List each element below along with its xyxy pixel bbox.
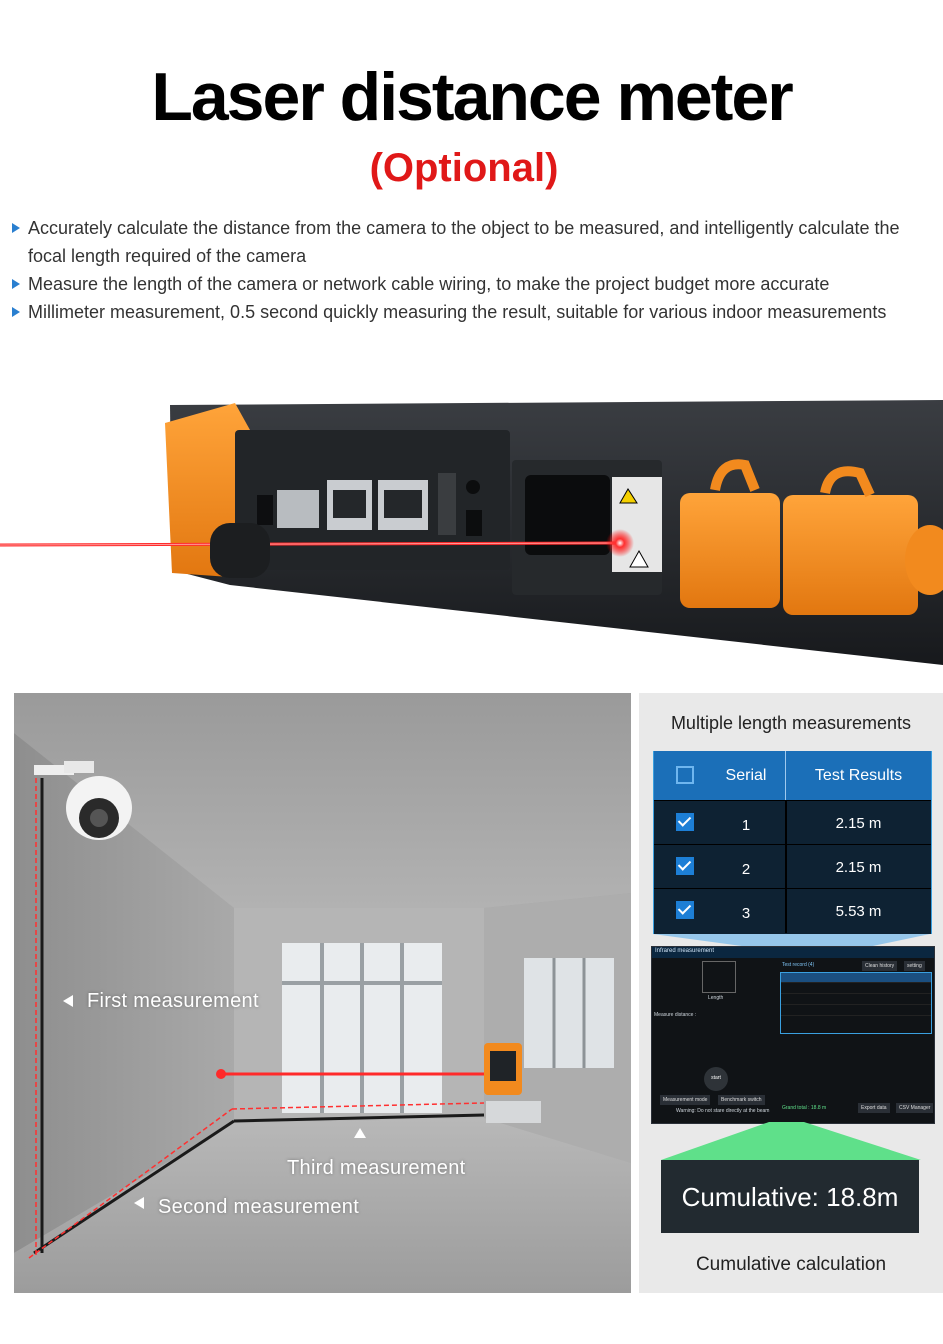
select-all-checkbox[interactable] [676, 766, 694, 784]
setting-button[interactable]: setting [904, 961, 925, 971]
length-mode-icon[interactable] [702, 961, 736, 993]
cumulative-value: Cumulative: 18.8m [681, 1182, 899, 1212]
bullet-arrow-icon [12, 223, 20, 233]
row-serial: 1 [741, 817, 751, 834]
header-serial: Serial [725, 767, 767, 784]
start-button[interactable]: start [704, 1067, 728, 1091]
measurement-mode-button[interactable]: Measurement mode [660, 1095, 710, 1105]
cumulative-caption: Cumulative calculation [695, 1254, 887, 1275]
cumulative-box [661, 1160, 919, 1233]
page-subtitle: (Optional) [369, 146, 559, 190]
third-measurement-label: Third measurement [287, 1157, 466, 1179]
second-measurement-label: Second measurement [158, 1196, 360, 1218]
row-result: 2.15 m [835, 859, 882, 876]
feature-item: Millimeter measurement, 0.5 second quickly measuring the result, suitable for various indoor measurements [10, 298, 935, 326]
row-result: 5.53 m [835, 903, 882, 920]
bullet-arrow-icon [12, 279, 20, 289]
row-checkbox[interactable] [676, 901, 694, 919]
table-row [654, 844, 931, 889]
feature-item: Accurately calculate the distance from the camera to the object to be measured, and intelligently calculate the focal length required of the camera [10, 214, 935, 270]
clean-history-button[interactable]: Clean history [862, 961, 897, 971]
measurement-panel [639, 693, 943, 1293]
results-table [653, 751, 932, 934]
mini-results-table [780, 972, 932, 1034]
feature-list [10, 214, 935, 326]
benchmark-switch-button[interactable]: Benchmark switch [718, 1095, 765, 1105]
first-measurement-label: First measurement [87, 990, 259, 1012]
table-row [654, 800, 931, 845]
row-result: 2.15 m [835, 815, 882, 832]
table-header [654, 751, 931, 800]
csv-manager-button[interactable]: CSV Manager [896, 1103, 933, 1113]
device-screen [651, 946, 935, 1124]
row-serial: 3 [741, 905, 751, 922]
feature-item: Measure the length of the camera or network cable wiring, to make the project budget more accurate [10, 270, 935, 298]
header-results: Test Results [814, 767, 903, 784]
device-photo [0, 395, 943, 670]
room-scene-image [14, 693, 631, 1293]
second-measurement-arrow-icon [134, 1197, 144, 1209]
measure-distance-label: Measure distance : [654, 1012, 697, 1018]
bullet-arrow-icon [12, 307, 20, 317]
panel-title: Multiple length measurements [670, 713, 912, 733]
third-measurement-arrow-icon [354, 1128, 366, 1138]
grand-total: Grand total : 18.8 m [782, 1105, 827, 1111]
length-label: Length [708, 995, 724, 1001]
green-funnel [639, 1122, 943, 1162]
export-data-button[interactable]: Export data [858, 1103, 890, 1113]
table-row [654, 888, 931, 933]
row-checkbox[interactable] [676, 813, 694, 831]
record-title: Test record (4) [782, 962, 815, 968]
laser-warning: Warning: Do not stare directly at the beam [676, 1108, 770, 1114]
page-title: Laser distance meter [151, 59, 792, 135]
row-checkbox[interactable] [676, 857, 694, 875]
first-measurement-arrow-icon [63, 995, 73, 1007]
row-serial: 2 [741, 861, 751, 878]
screen-titlebar: Infrared measurement [652, 947, 934, 958]
